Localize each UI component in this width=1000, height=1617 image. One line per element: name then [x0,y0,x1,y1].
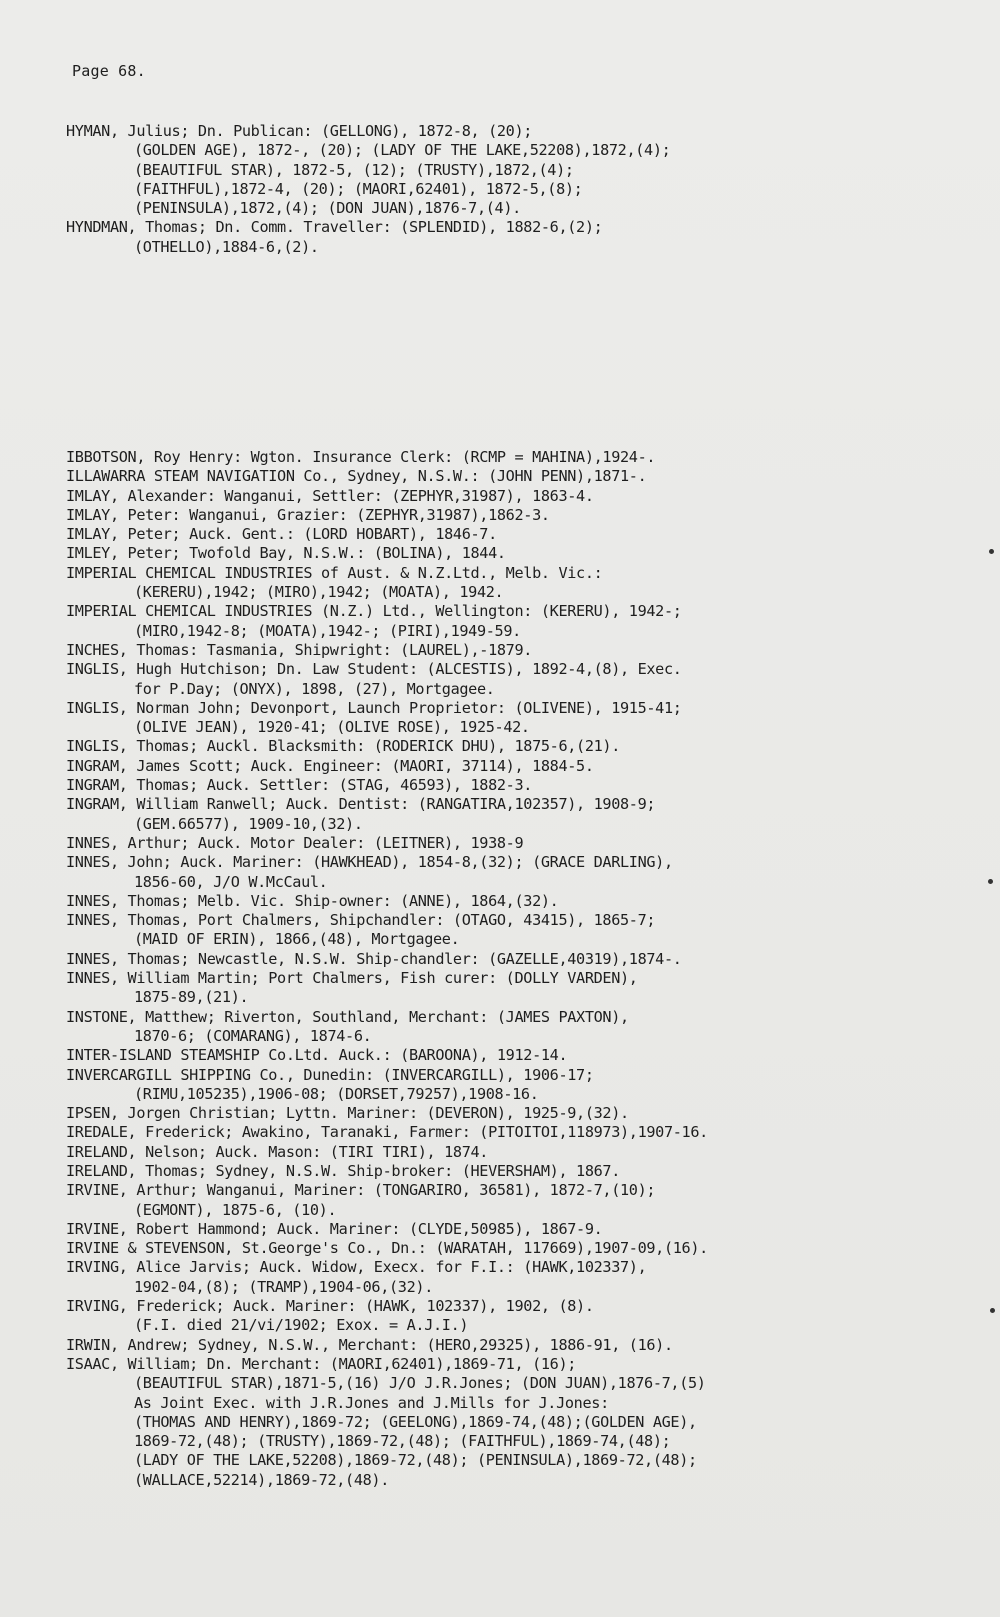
entry [66,950,966,969]
entry-continuation-line: (BEAUTIFUL STAR),1871-5,(16) J/O J.R.Jones; (DON JUAN),1876-7,(5) [134,1374,706,1393]
entry [66,757,966,776]
entry-heading-line: INNES, Thomas, Port Chalmers, Shipchandler: (OTAGO, 43415), 1865-7; [66,911,656,930]
entry-heading-line: INTER-ISLAND STEAMSHIP Co.Ltd. Auck.: (BAROONA), 1912-14. [66,1046,568,1065]
entry-continuation-line: (F.I. died 21/vi/1902; Exox. = A.J.I.) [134,1316,469,1335]
entry-heading-line: IRELAND, Thomas; Sydney, N.S.W. Ship-broker: (HEVERSHAM), 1867. [66,1161,621,1180]
entry [66,1008,966,1047]
entry [66,467,966,486]
entry-continuation-line: 1875-89,(21). [134,988,249,1007]
entry [66,1258,966,1297]
entry-heading-line: IMLEY, Peter; Twofold Bay, N.S.W.: (BOLINA), 1844. [66,544,506,563]
entry-heading-line: INNES, Arthur; Auck. Motor Dealer: (LEITNER), 1938-9 [66,833,524,852]
entry [66,1355,966,1490]
entry [66,1046,966,1065]
entry [66,776,966,795]
entry-continuation-line: (MAID OF ERIN), 1866,(48), Mortgagee. [134,930,460,949]
entry-continuation-line: (BEAUTIFUL STAR), 1872-5, (12); (TRUSTY),1872,(4); [134,160,574,179]
entry [66,1143,966,1162]
entry-continuation-line: 1902-04,(8); (TRAMP),1904-06,(32). [134,1277,433,1296]
entry-continuation-line: (OTHELLO),1884-6,(2). [134,237,319,256]
entry-heading-line: INNES, Thomas; Newcastle, N.S.W. Ship-chandler: (GAZELLE,40319),1874-. [66,949,682,968]
entry [66,1123,966,1142]
entry [66,525,966,544]
entry [66,1104,966,1123]
entry [66,218,966,257]
scan-speck [990,1308,995,1313]
entry-continuation-line: for P.Day; (ONYX), 1898, (27), Mortgagee. [134,679,495,698]
entry-continuation-line: (THOMAS AND HENRY),1869-72; (GEELONG),1869-74,(48);(GOLDEN AGE), [134,1412,697,1431]
entry [66,641,966,660]
entry-heading-line: INNES, John; Auck. Mariner: (HAWKHEAD), 1854-8,(32); (GRACE DARLING), [66,853,673,872]
entry-continuation-line: (OLIVE JEAN), 1920-41; (OLIVE ROSE), 1925-42. [134,718,530,737]
entry [66,506,966,525]
page-number: Page 68. [72,62,146,80]
entry-heading-line: INSTONE, Matthew; Riverton, Southland, Merchant: (JAMES PAXTON), [66,1007,629,1026]
entry-heading-line: INGLIS, Thomas; Auckl. Blacksmith: (RODERICK DHU), 1875-6,(21). [66,737,621,756]
entry-heading-line: IRVING, Frederick; Auck. Mariner: (HAWK, 102337), 1902, (8). [66,1297,594,1316]
entry [66,1220,966,1239]
entry-continuation-line: (LADY OF THE LAKE,52208),1869-72,(48); (PENINSULA),1869-72,(48); [134,1451,697,1470]
entry-heading-line: IMLAY, Peter: Wanganui, Grazier: (ZEPHYR,31987),1862-3. [66,505,550,524]
entry-continuation-line: (GOLDEN AGE), 1872-, (20); (LADY OF THE LAKE,52208),1872,(4); [134,141,671,160]
entry-heading-line: IBBOTSON, Roy Henry: Wgton. Insurance Clerk: (RCMP = MAHINA),1924-. [66,448,656,466]
entry [66,834,966,853]
entry [66,892,966,911]
entry-continuation-line: 1856-60, J/O W.McCaul. [134,872,328,891]
entry-continuation-line: As Joint Exec. with J.R.Jones and J.Mills for J.Jones: [134,1393,609,1412]
entry [66,122,966,218]
entry-heading-line: IMPERIAL CHEMICAL INDUSTRIES (N.Z.) Ltd., Wellington: (KERERU), 1942-; [66,602,682,621]
entry-heading-line: IRVINE, Arthur; Wanganui, Mariner: (TONGARIRO, 36581), 1872-7,(10); [66,1181,656,1200]
entry [66,853,966,892]
entry-heading-line: INGRAM, William Ranwell; Auck. Dentist: (RANGATIRA,102357), 1908-9; [66,795,656,814]
entry [66,969,966,1008]
entry-heading-line: INCHES, Thomas: Tasmania, Shipwright: (LAUREL),-1879. [66,640,533,659]
entry-heading-line: IRELAND, Nelson; Auck. Mason: (TIRI TIRI), 1874. [66,1142,489,1161]
entry [66,564,966,603]
scan-speck [988,879,993,884]
entry-heading-line: IRVINE & STEVENSON, St.George's Co., Dn.: (WARATAH, 117669),1907-09,(16). [66,1239,708,1258]
entry [66,448,966,467]
entry-continuation-line: 1870-6; (COMARANG), 1874-6. [134,1026,372,1045]
entry-heading-line: INGRAM, Thomas; Auck. Settler: (STAG, 46593), 1882-3. [66,776,533,795]
entry-continuation-line: (MIRO,1942-8; (MOATA),1942-; (PIRI),1949-59. [134,621,521,640]
entry-heading-line: INGRAM, James Scott; Auck. Engineer: (MAORI, 37114), 1884-5. [66,756,594,775]
entry-heading-line: IRVINE, Robert Hammond; Auck. Mariner: (CLYDE,50985), 1867-9. [66,1219,603,1238]
entry-continuation-line: 1869-72,(48); (TRUSTY),1869-72,(48); (FAITHFUL),1869-74,(48); [134,1432,671,1451]
entry-continuation-line: (EGMONT), 1875-6, (10). [134,1200,337,1219]
entry [66,487,966,506]
entries-top [66,122,966,257]
entry [66,1297,966,1336]
entry-continuation-line: (WALLACE,52214),1869-72,(48). [134,1470,390,1489]
entry [66,1066,966,1105]
entry-continuation-line: (RIMU,105235),1906-08; (DORSET,79257),1908-16. [134,1084,539,1103]
entry [66,602,966,641]
entry-heading-line: INVERCARGILL SHIPPING Co., Dunedin: (INVERCARGILL), 1906-17; [66,1065,594,1084]
entry-heading-line: INNES, Thomas; Melb. Vic. Ship-owner: (ANNE), 1864,(32). [66,891,559,910]
entry-heading-line: ISAAC, William; Dn. Merchant: (MAORI,62401),1869-71, (16); [66,1354,577,1373]
entry-heading-line: INGLIS, Hugh Hutchison; Dn. Law Student: (ALCESTIS), 1892-4,(8), Exec. [66,660,682,679]
entry-heading-line: ILLAWARRA STEAM NAVIGATION Co., Sydney, N.S.W.: (JOHN PENN),1871-. [66,467,647,486]
entry-heading-line: IREDALE, Frederick; Awakino, Taranaki, Farmer: (PITOITOI,118973),1907-16. [66,1123,708,1142]
entry-heading-line: IRVING, Alice Jarvis; Auck. Widow, Execx. for F.I.: (HAWK,102337), [66,1258,647,1277]
entry-heading-line: INNES, William Martin; Port Chalmers, Fish curer: (DOLLY VARDEN), [66,969,638,988]
entry-continuation-line: (GEM.66577), 1909-10,(32). [134,814,363,833]
entry [66,699,966,738]
entry-heading-line: HYMAN, Julius; Dn. Publican: (GELLONG), 1872-8, (20); [66,122,533,140]
entry [66,1336,966,1355]
entry [66,911,966,950]
entry-heading-line: IMLAY, Alexander: Wanganui, Settler: (ZEPHYR,31987), 1863-4. [66,486,594,505]
entry [66,544,966,563]
entry [66,737,966,756]
entry-heading-line: IRWIN, Andrew; Sydney, N.S.W., Merchant: (HERO,29325), 1886-91, (16). [66,1335,673,1354]
entry-continuation-line: (FAITHFUL),1872-4, (20); (MAORI,62401), 1872-5,(8); [134,179,583,198]
entry-continuation-line: (PENINSULA),1872,(4); (DON JUAN),1876-7,(4). [134,199,521,218]
entry [66,1162,966,1181]
entries-main [66,448,966,1490]
entry-heading-line: IPSEN, Jorgen Christian; Lyttn. Mariner: (DEVERON), 1925-9,(32). [66,1104,629,1123]
entry [66,795,966,834]
entry [66,660,966,699]
entry-heading-line: HYNDMAN, Thomas; Dn. Comm. Traveller: (SPLENDID), 1882-6,(2); [66,218,603,237]
entry-heading-line: INGLIS, Norman John; Devonport, Launch Proprietor: (OLIVENE), 1915-41; [66,698,682,717]
entry [66,1239,966,1258]
entry [66,1181,966,1220]
entry-heading-line: IMLAY, Peter; Auck. Gent.: (LORD HOBART), 1846-7. [66,525,497,544]
entry-heading-line: IMPERIAL CHEMICAL INDUSTRIES of Aust. & N.Z.Ltd., Melb. Vic.: [66,563,603,582]
scan-speck [989,549,994,554]
entry-continuation-line: (KERERU),1942; (MIRO),1942; (MOATA), 1942. [134,583,504,602]
